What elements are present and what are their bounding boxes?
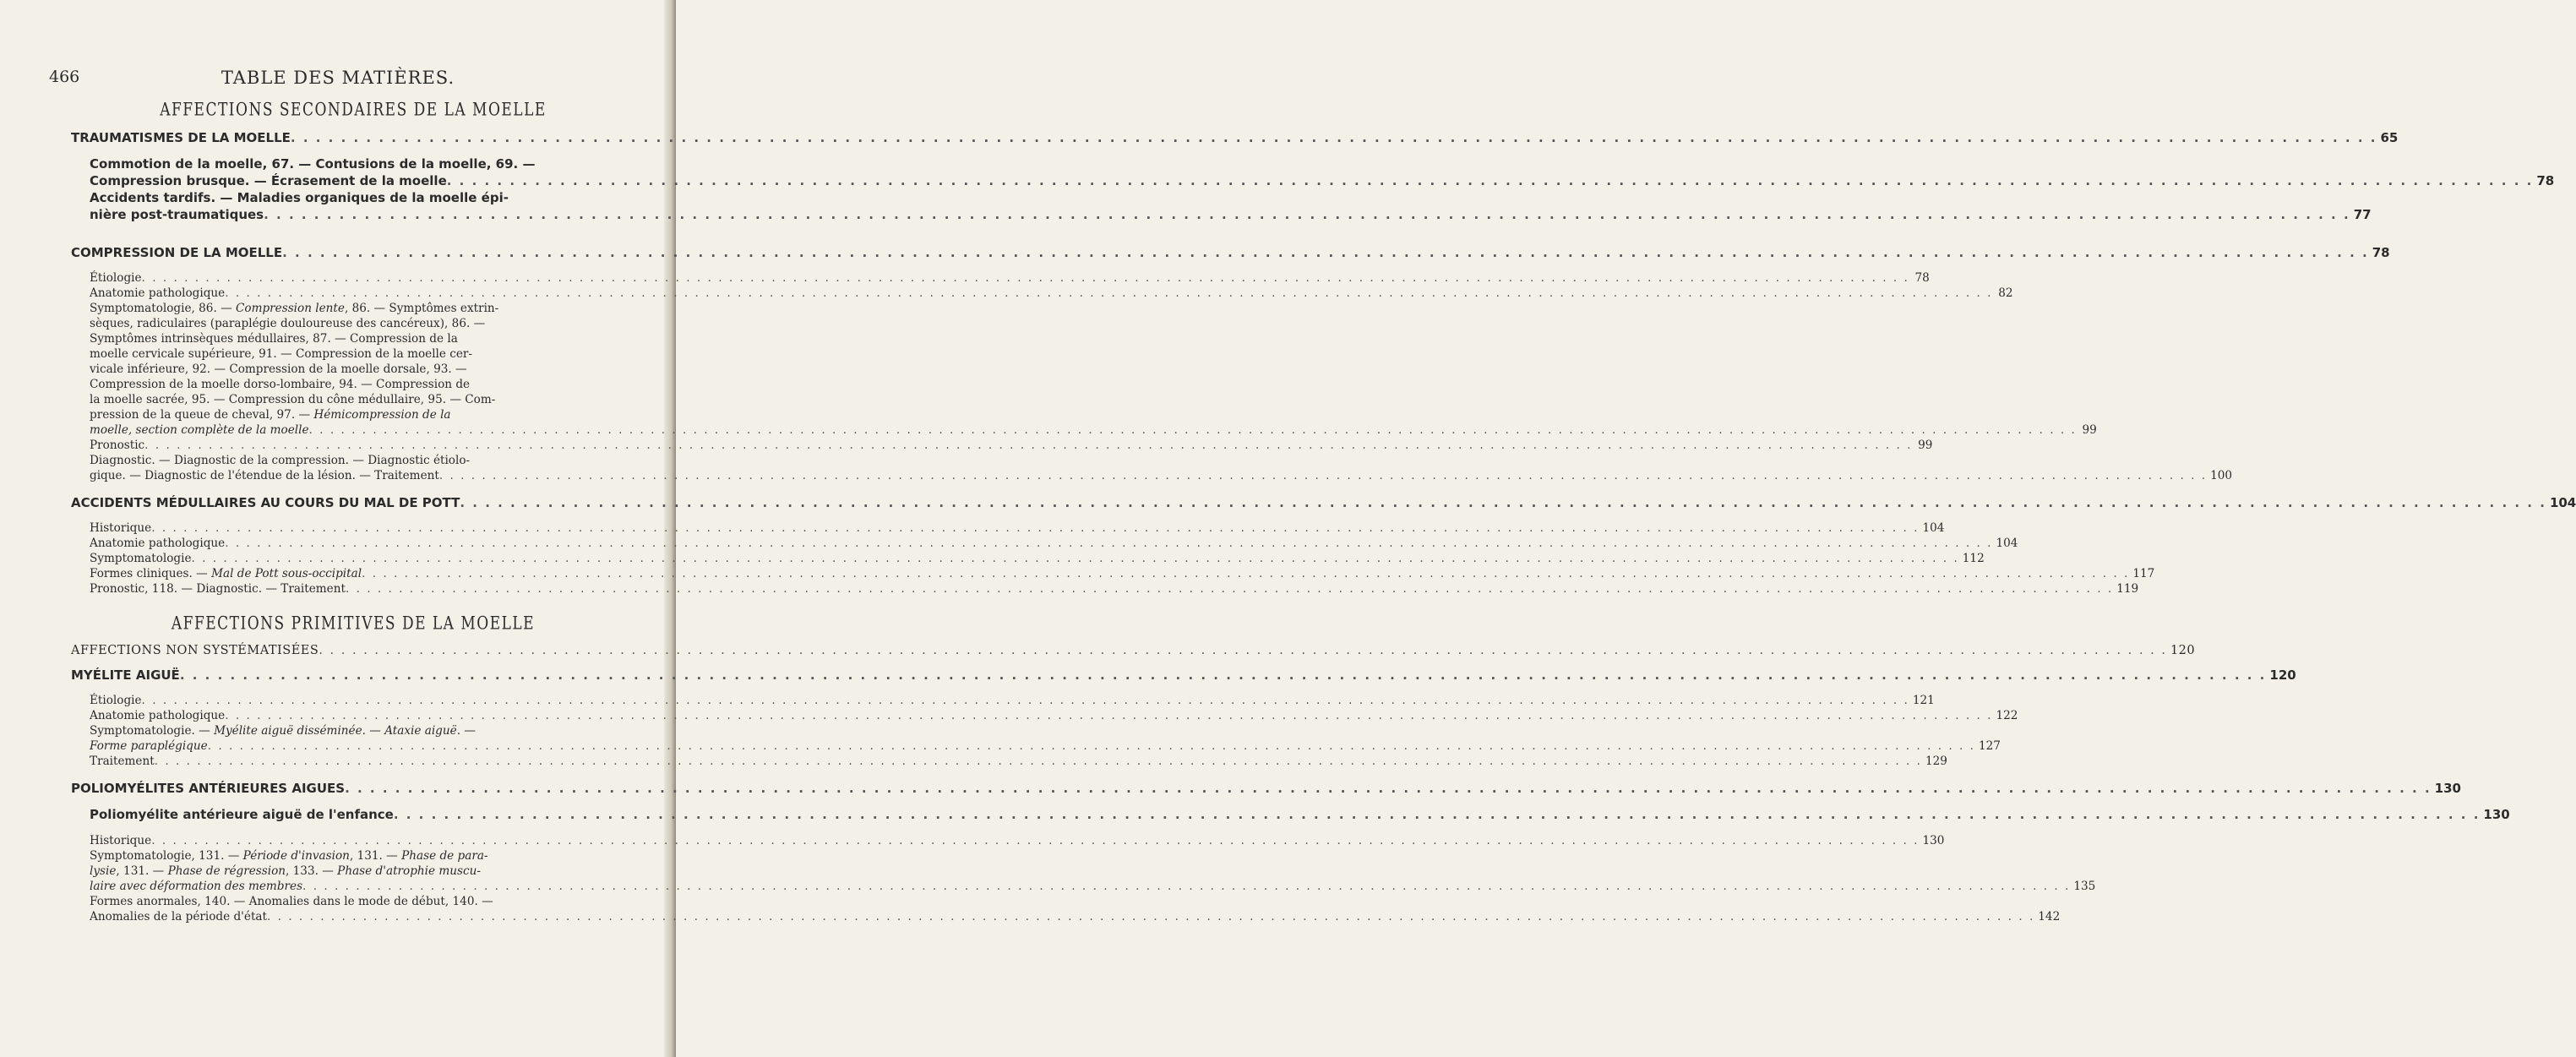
leader-dots <box>447 172 2534 189</box>
paragraph-line: laire avec déformation des membres <box>90 880 303 893</box>
entry-text: AFFECTIONS NON SYSTÉMATISÉES <box>71 644 319 657</box>
leader-dots <box>345 781 2432 796</box>
entry-page: 121 <box>1912 694 1935 707</box>
leader-dots <box>180 667 2267 683</box>
toc-entry[interactable] <box>90 270 1930 286</box>
toc-paragraph-symptomatologie <box>90 301 2097 438</box>
leader-dots <box>225 708 1992 723</box>
toc-entry[interactable] <box>90 754 1947 769</box>
entry-page: 77 <box>2353 207 2372 222</box>
entry-page: 104 <box>1996 537 2018 550</box>
toc-section-compression[interactable] <box>71 245 2390 260</box>
entry-page: 78 <box>1914 271 1930 285</box>
entry-page: 112 <box>1962 552 1985 565</box>
entry-page: 122 <box>1996 709 2018 722</box>
entry-page: 120 <box>2170 644 2196 657</box>
leader-dots <box>394 806 2481 823</box>
leader-dots <box>362 566 2129 581</box>
paragraph-line: gique. — Diagnostic de l'étendue de la lésion. — Traitement <box>90 469 439 482</box>
section-title: MYÉLITE AIGUË <box>71 667 180 683</box>
entry-text: Anatomie pathologique <box>90 537 226 550</box>
leader-dots <box>282 245 2369 260</box>
leader-dots <box>142 270 1909 286</box>
paragraph-line: sèques, radiculaires (paraplégie douloureuse des cancéreux), 86. — <box>90 317 486 330</box>
leader-dots <box>439 468 2207 483</box>
paragraph-line: Diagnostic. — Diagnostic de la compression. — Diagnostic étiolo- <box>90 454 471 467</box>
toc-section-mal-de-pott[interactable] <box>71 495 2576 510</box>
leader-dots <box>267 909 2034 924</box>
paragraph-last-row[interactable] <box>90 738 2001 754</box>
paragraph-line: lysie, 131. — Phase de régression, 133. — Phase d'atrophie muscu- <box>90 864 481 878</box>
leader-dots <box>142 693 1909 708</box>
toc-paragraph-diagnostic <box>90 453 2233 483</box>
paragraph-line: Symptomatologie, 86. — Compression lente, 86. — Symptômes extrin- <box>90 302 499 315</box>
toc-entry[interactable] <box>90 833 1945 848</box>
paragraph-last-row[interactable] <box>90 468 2233 483</box>
section-title: COMPRESSION DE LA MOELLE <box>71 245 283 260</box>
entry-text: Symptomatologie <box>90 552 192 565</box>
entry-page: 130 <box>1922 834 1945 847</box>
toc-subheading-poliomyelite-enfance[interactable] <box>90 806 2510 823</box>
subheading-row[interactable] <box>90 172 2555 189</box>
entry-page: 129 <box>1925 755 1947 768</box>
entry-page: 78 <box>2536 173 2555 188</box>
page-number: 466 <box>49 68 80 86</box>
paragraph-line: Formes anormales, 140. — Anomalies dans le mode de début, 140. — <box>90 895 493 908</box>
toc-section-traumatismes[interactable] <box>71 130 2399 145</box>
leader-dots <box>264 206 2350 223</box>
entry-page: 130 <box>2483 807 2510 822</box>
toc-paragraph-formes-anormales <box>90 894 2061 924</box>
entry-text: Historique <box>90 521 152 535</box>
leader-dots <box>309 422 2077 438</box>
subheading-line: Commotion de la moelle, 67. — Contusions de la moelle, 69. — <box>90 156 536 172</box>
entry-text: Anatomie pathologique <box>90 286 226 300</box>
entry-page: 135 <box>2073 880 2096 893</box>
entry-text: Étiologie <box>90 694 142 707</box>
entry-page: 127 <box>1978 739 2001 753</box>
paragraph-line: Symptomatologie. — Myélite aiguë disséminée. — Ataxie aiguë. — <box>90 724 476 738</box>
toc-entry[interactable] <box>90 566 2155 581</box>
entry-page: 117 <box>2132 567 2155 580</box>
part-title-secondary: AFFECTIONS SECONDAIRES DE LA MOELLE <box>160 99 547 121</box>
section-title: ACCIDENTS MÉDULLAIRES AU COURS DU MAL DE POTT <box>71 495 460 510</box>
leader-dots <box>319 644 2167 657</box>
subheading-row[interactable] <box>90 206 2372 223</box>
paragraph-line: Symptômes intrinsèques médullaires, 87. — Compression de la <box>90 332 458 346</box>
section-page: 130 <box>2434 781 2461 796</box>
toc-entry[interactable] <box>90 708 2018 723</box>
entry-text: Traitement <box>90 755 155 768</box>
section-title: TRAUMATISMES DE LA MOELLE <box>71 130 291 145</box>
paragraph-line: moelle cervicale supérieure, 91. — Compression de la moelle cer- <box>90 347 473 361</box>
toc-section-poliomyelites[interactable] <box>71 781 2461 796</box>
toc-entry[interactable] <box>90 551 1985 566</box>
paragraph-line: vicale inférieure, 92. — Compression de la moelle dorsale, 93. — <box>90 362 467 376</box>
toc-entry[interactable] <box>90 581 2139 597</box>
entry-text: Anatomie pathologique <box>90 709 226 722</box>
leader-dots <box>291 130 2377 145</box>
entry-page: 99 <box>1918 439 1933 452</box>
paragraph-line: Symptomatologie, 131. — Période d'invasion, 131. — Phase de para- <box>90 849 488 863</box>
leader-dots <box>192 551 1959 566</box>
subheading-line: nière post-traumatiques <box>90 207 264 222</box>
toc-paragraph-myelite-symptomatologie <box>90 723 2001 754</box>
section-page: 120 <box>2269 667 2296 683</box>
leader-dots <box>144 438 1912 453</box>
subheading-line: Compression brusque. — Écrasement de la moelle <box>90 173 447 188</box>
subheading-line: Poliomyélite antérieure aiguë de l'enfance <box>90 807 394 822</box>
leader-dots <box>346 581 2113 597</box>
entry-text: Pronostic, 118. — Diagnostic. — Traitement <box>90 582 346 596</box>
entry-text: Étiologie <box>90 271 142 285</box>
subheading-line: Accidents tardifs. — Maladies organiques de la moelle épi- <box>90 190 509 205</box>
entry-text: Formes cliniques. — Mal de Pott sous-occipital <box>90 567 362 580</box>
section-page: 104 <box>2549 495 2576 510</box>
entry-page: 119 <box>2116 582 2139 596</box>
entry-page: 104 <box>1922 521 1945 535</box>
toc-entry[interactable] <box>90 286 2013 301</box>
part-title-primitive: AFFECTIONS PRIMITIVES DE LA MOELLE <box>171 613 536 635</box>
leader-dots <box>208 738 1975 754</box>
toc-paragraph-polio-symptomatologie <box>90 848 2096 894</box>
paragraph-last-row[interactable] <box>90 879 2096 894</box>
toc-section-myelite-aigue[interactable] <box>71 667 2296 683</box>
table-of-contents <box>71 99 2576 924</box>
section-page: 65 <box>2380 130 2399 145</box>
entry-page: 142 <box>2038 910 2061 924</box>
leader-dots <box>302 879 2070 894</box>
section-page: 78 <box>2372 245 2390 260</box>
toc-entry[interactable] <box>90 520 1945 536</box>
paragraph-line: pression de la queue de cheval, 97. — Hémicompression de la <box>90 408 451 422</box>
leader-dots <box>155 754 1922 769</box>
entry-text: Historique <box>90 834 152 847</box>
paragraph-line: Compression de la moelle dorso-lombaire, 94. — Compression de <box>90 378 471 391</box>
paragraph-line: Forme paraplégique <box>90 739 208 753</box>
leader-dots <box>151 520 1919 536</box>
entry-page: 99 <box>2082 423 2097 437</box>
running-title: TABLE DES MATIÈRES. <box>221 68 455 88</box>
paragraph-line: moelle, section complète de la moelle <box>90 423 309 437</box>
toc-entry[interactable] <box>90 438 1933 453</box>
toc-top-entry-non-systematisees[interactable] <box>71 644 2196 657</box>
leader-dots <box>460 495 2546 510</box>
entry-page: 82 <box>1998 286 2013 300</box>
entry-page: 100 <box>2210 469 2233 482</box>
toc-entry[interactable] <box>90 693 1935 708</box>
paragraph-line: Anomalies de la période d'état <box>90 910 267 924</box>
leader-dots <box>151 833 1919 848</box>
entry-text: Pronostic <box>90 439 145 452</box>
paragraph-last-row[interactable] <box>90 909 2061 924</box>
toc-entry[interactable] <box>90 536 2018 551</box>
leader-dots <box>225 286 1992 301</box>
paragraph-last-row[interactable] <box>90 422 2097 438</box>
leader-dots <box>225 536 1992 551</box>
section-title: POLIOMYÉLITES ANTÉRIEURES AIGUES <box>71 781 346 796</box>
paragraph-line: la moelle sacrée, 95. — Compression du cône médullaire, 95. — Com- <box>90 393 496 406</box>
toc-subheading-traumatismes <box>90 155 2555 223</box>
